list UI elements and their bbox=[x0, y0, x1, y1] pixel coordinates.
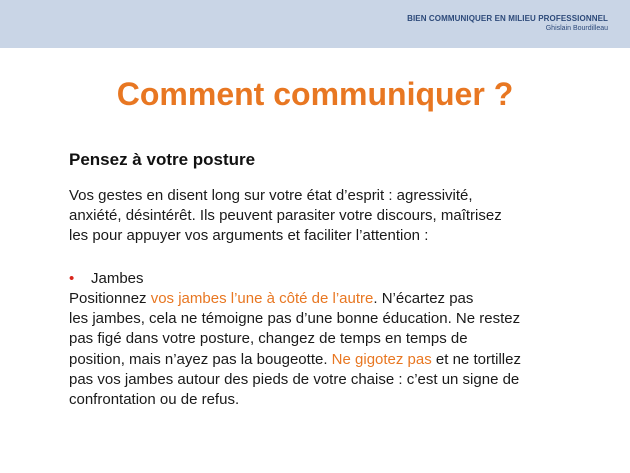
bullet-item-jambes bbox=[69, 269, 144, 289]
body-text-segment: position, mais n’ayez pas la bougeotte. bbox=[69, 350, 332, 368]
bullet-marker: • bbox=[69, 270, 75, 287]
body-line bbox=[69, 350, 609, 370]
presentation-title: BIEN COMMUNIQUER EN MILIEU PROFESSIONNEL bbox=[407, 14, 608, 23]
body-text-segment: . N’écartez pas bbox=[373, 290, 474, 307]
header-band bbox=[0, 0, 630, 48]
intro-line: les pour appuyer vos arguments et faciliter l’attention : bbox=[69, 227, 429, 244]
body-line: pas vos jambes autour des pieds de votre chaise : c’est un signe de bbox=[69, 370, 520, 388]
highlighted-phrase: vos jambes l’une à côté de l’autre bbox=[150, 290, 374, 307]
body-text-segment: et ne tortillez bbox=[431, 350, 521, 368]
body-line bbox=[69, 289, 609, 309]
slide-title: Comment communiquer ? bbox=[116, 76, 514, 112]
author-name: Ghislain Bourdilleau bbox=[545, 25, 608, 32]
body-paragraph bbox=[69, 289, 609, 410]
section-heading: Pensez à votre posture bbox=[69, 150, 256, 169]
intro-line: Vos gestes en disent long sur votre état d’esprit : agressivité, bbox=[69, 187, 473, 204]
highlighted-phrase: Ne gigotez pas bbox=[331, 350, 432, 368]
body-line: confrontation ou de refus. bbox=[69, 391, 240, 409]
body-line: pas figé dans votre posture, changez de temps en temps de bbox=[69, 330, 468, 348]
bullet-label: Jambes bbox=[91, 270, 144, 287]
intro-line: anxiété, désintérêt. Ils peuvent parasiter votre discours, maîtrisez bbox=[69, 207, 502, 224]
body-text-segment: Positionnez bbox=[69, 290, 151, 307]
intro-paragraph bbox=[69, 186, 599, 246]
body-line: les jambes, cela ne témoigne pas d’une bonne éducation. Ne restez bbox=[69, 310, 521, 328]
